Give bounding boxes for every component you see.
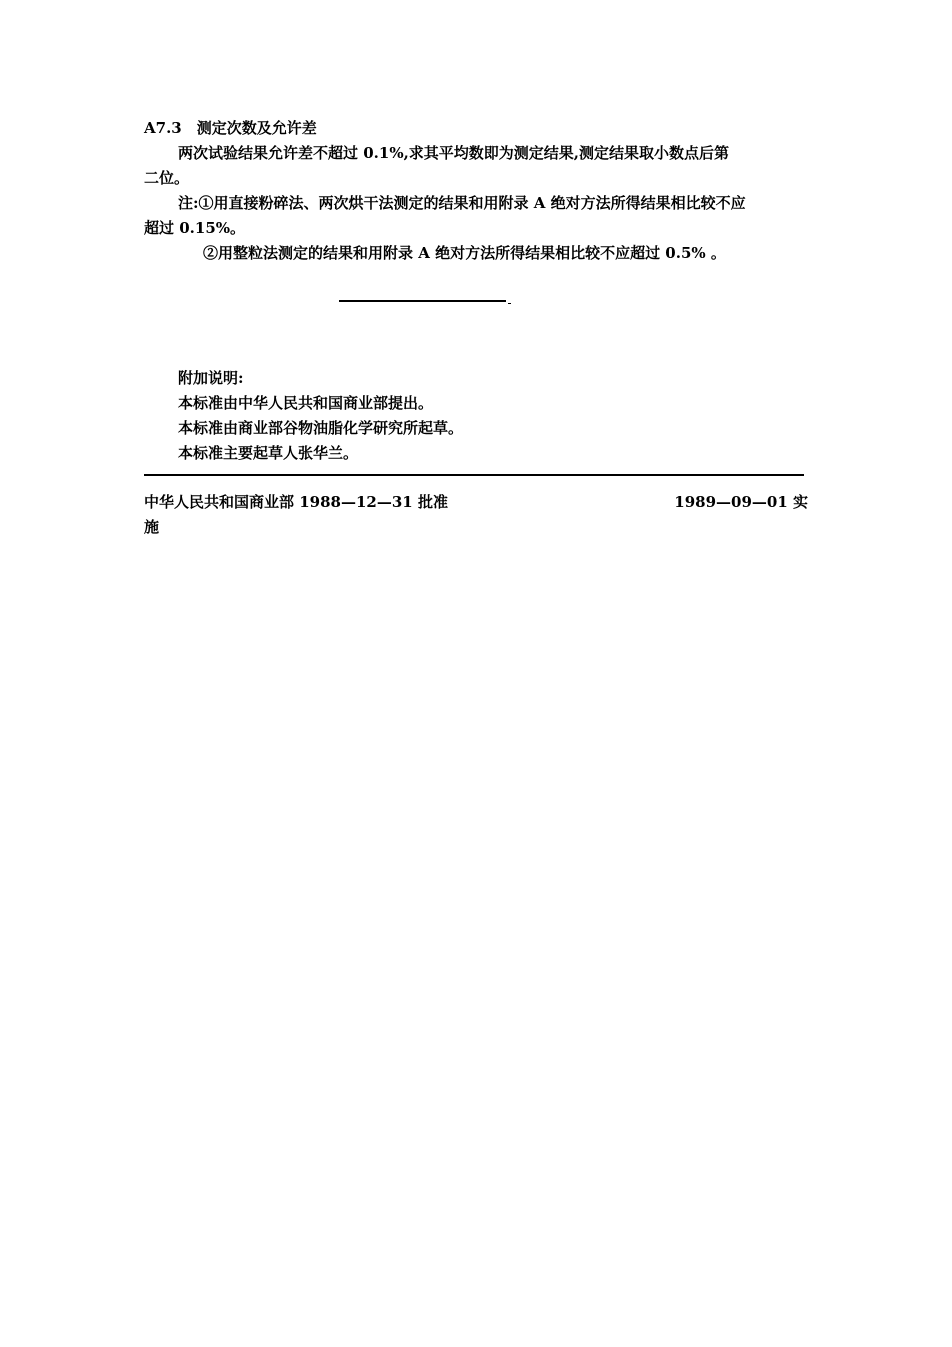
note2: ②用整粒法测定的结果和用附录 A 绝对方法所得结果相比较不应超过 0.5% 。 [203, 244, 726, 262]
footer-rule [144, 474, 804, 476]
footer-implemented-wrap: 施 [144, 518, 160, 536]
end-of-text-rule-tick [508, 303, 511, 304]
end-of-text-rule [339, 300, 506, 302]
additional-notes-line2: 本标准由商业部谷物油脂化学研究所起草。 [178, 419, 464, 437]
additional-notes-line1: 本标准由中华人民共和国商业部提出。 [178, 394, 434, 412]
note1-line2: 超过 0.15%。 [144, 219, 246, 237]
additional-notes-title: 附加说明: [178, 369, 244, 387]
footer-approved: 中华人民共和国商业部 1988—12—31 批准 [144, 493, 448, 511]
footer-implemented: 1989—09—01 实 [674, 493, 808, 511]
tolerance-paragraph-line2: 二位。 [144, 169, 190, 187]
section-heading: A7.3 测定次数及允许差 [144, 119, 317, 137]
tolerance-paragraph-line1: 两次试验结果允许差不超过 0.1%,求其平均数即为测定结果,测定结果取小数点后第 [178, 144, 730, 162]
note1-line1: 注:①用直接粉碎法、两次烘干法测定的结果和用附录 A 绝对方法所得结果相比较不应 [178, 194, 746, 212]
additional-notes-line3: 本标准主要起草人张华兰。 [178, 444, 359, 462]
